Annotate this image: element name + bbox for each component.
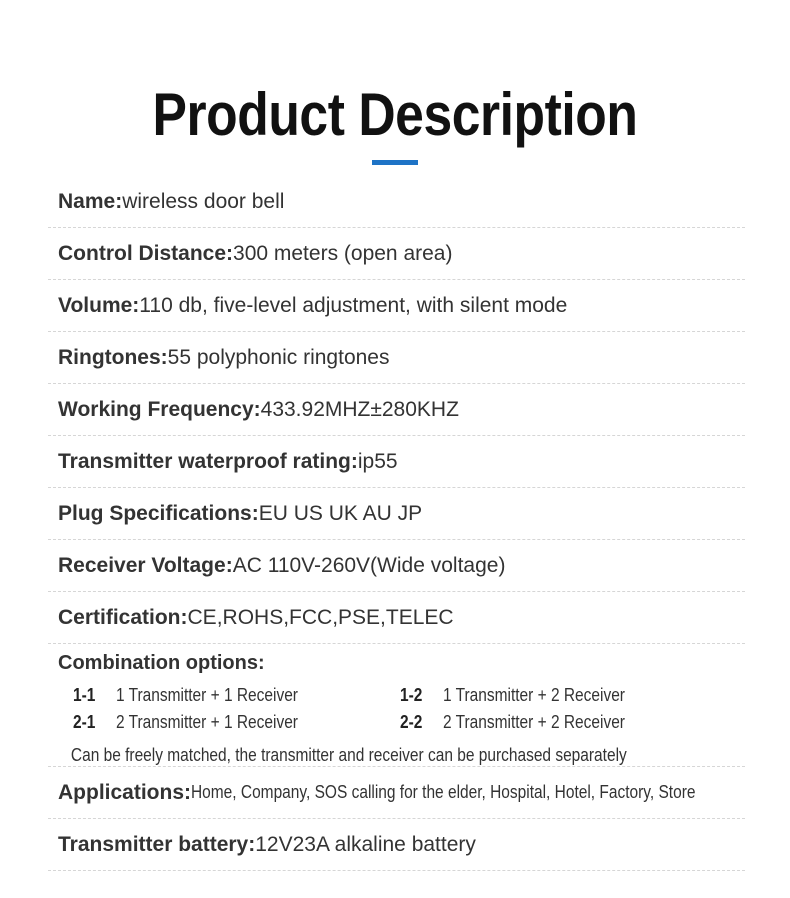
spec-row-ringtones: [48, 332, 745, 384]
spec-row-volume: [48, 280, 745, 332]
spec-row-working-frequency: [48, 384, 745, 436]
spec-value: 55 polyphonic ringtones: [167, 345, 390, 369]
spec-label: Applications:: [58, 780, 192, 804]
spec-value: 110 db, five-level adjustment, with silent mode: [139, 293, 568, 317]
spec-label: Control Distance:: [58, 241, 234, 265]
spec-row-certification: [48, 592, 745, 644]
combination-option: [73, 712, 354, 733]
spec-row-receiver-voltage: [48, 540, 745, 592]
spec-label: Transmitter waterproof rating:: [58, 449, 358, 473]
option-code: 1-1: [73, 685, 96, 705]
option-code: 1-2: [400, 685, 423, 705]
combination-options-section: [48, 644, 745, 767]
title-underline: [372, 160, 418, 165]
combination-options-grid: [58, 685, 745, 733]
spec-list: [48, 176, 745, 871]
option-code: 2-2: [400, 712, 423, 732]
spec-label: Transmitter battery:: [58, 832, 256, 856]
spec-value: AC 110V-260V(Wide voltage): [232, 553, 506, 577]
spec-row-plug-specifications: [48, 488, 745, 540]
spec-row-waterproof-rating: [48, 436, 745, 488]
spec-label: Working Frequency:: [58, 397, 261, 421]
spec-row-applications: [48, 767, 745, 819]
spec-row-name: [48, 176, 745, 228]
spec-value: Home, Company, SOS calling for the elder, Hospital, Hotel, Factory, Store: [191, 782, 696, 802]
option-code: 2-1: [73, 712, 96, 732]
option-desc: 2 Transmitter + 2 Receiver: [443, 712, 625, 732]
spec-label: Receiver Voltage:: [58, 553, 233, 577]
combination-option: [400, 712, 658, 733]
combination-option: [73, 685, 354, 706]
spec-value: wireless door bell: [122, 189, 285, 213]
spec-label: Volume:: [58, 293, 140, 317]
spec-value: 12V23A alkaline battery: [255, 832, 476, 856]
spec-label: Name:: [58, 189, 123, 213]
combination-note: Can be freely matched, the transmitter and receiver can be purchased separately: [70, 745, 627, 765]
spec-value: CE,ROHS,FCC,PSE,TELEC: [187, 605, 454, 629]
spec-label: Plug Specifications:: [58, 501, 259, 525]
spec-row-transmitter-battery: [48, 819, 745, 871]
option-desc: 1 Transmitter + 2 Receiver: [443, 685, 625, 705]
spec-value: 433.92MHZ±280KHZ: [260, 397, 459, 421]
spec-row-control-distance: [48, 228, 745, 280]
option-desc: 1 Transmitter + 1 Receiver: [116, 685, 298, 705]
spec-value: 300 meters (open area): [233, 241, 453, 265]
spec-label: Ringtones:: [58, 345, 168, 369]
combination-options-label: Combination options:: [58, 652, 265, 674]
spec-value: EU US UK AU JP: [258, 501, 423, 525]
option-desc: 2 Transmitter + 1 Receiver: [116, 712, 298, 732]
combination-option: [400, 685, 658, 706]
page-title: Product Description: [152, 81, 638, 148]
spec-value: ip55: [357, 449, 398, 473]
spec-label: Certification:: [58, 605, 188, 629]
